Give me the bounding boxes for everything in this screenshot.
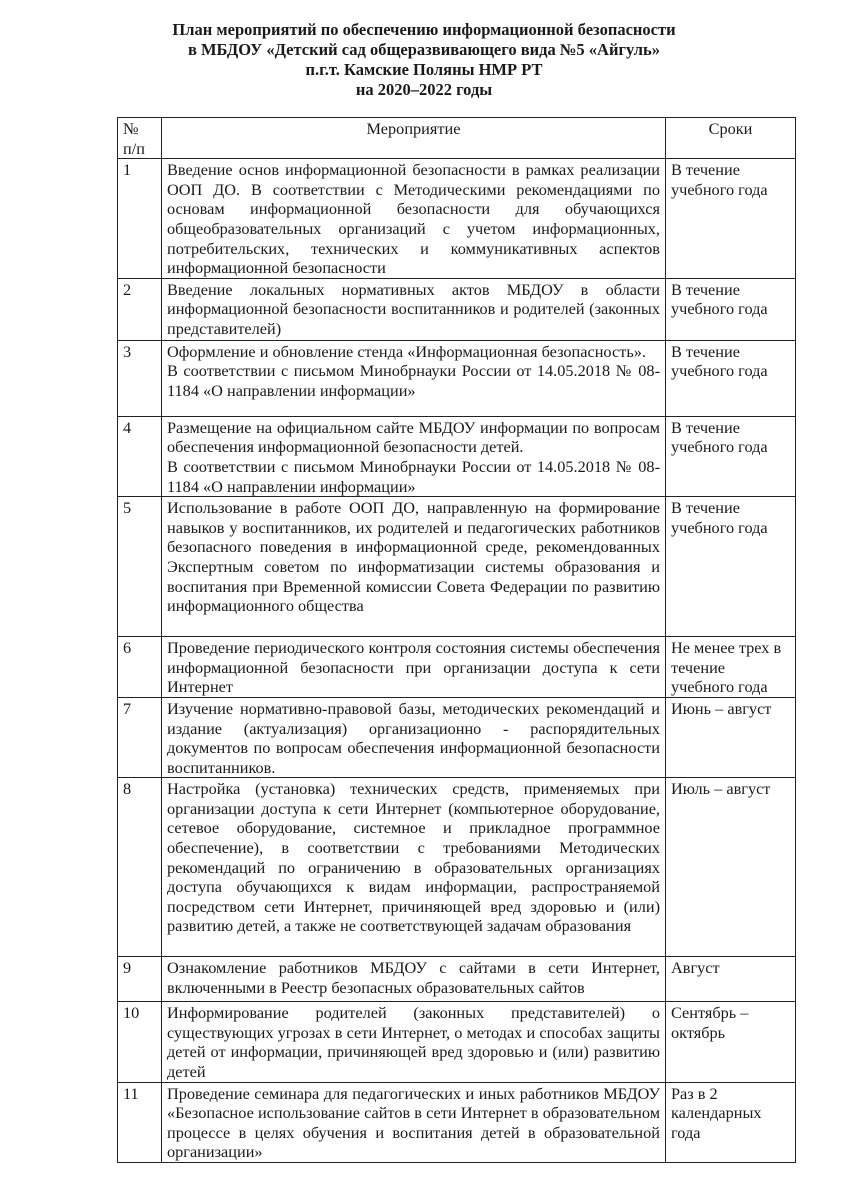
row-term: Не менее трех в течение учебного года: [666, 637, 796, 698]
row-number: 7: [118, 697, 162, 777]
row-event: [162, 1082, 666, 1162]
table-row: [118, 497, 796, 637]
table-row: [118, 778, 796, 957]
header-event: Мероприятие: [162, 118, 666, 159]
row-event: [162, 637, 666, 698]
row-number: 2: [118, 278, 162, 340]
row-number: 10: [118, 1002, 162, 1082]
row-event: [162, 159, 666, 279]
row-term: Сентябрь – октябрь: [666, 1002, 796, 1082]
title-line: План мероприятий по обеспечению информационной безопасности: [172, 20, 676, 39]
table-row: [118, 1002, 796, 1082]
row-event: [162, 1002, 666, 1082]
row-term: Август: [666, 957, 796, 1002]
row-term: В течение учебного года: [666, 416, 796, 496]
event-paragraph: В соответствии с письмом Минобрнауки России от 14.05.2018 № 08-1184 «О направлении информации»: [167, 456, 660, 496]
row-event: [162, 697, 666, 777]
table-row: [118, 416, 796, 496]
row-term: Июнь – август: [666, 697, 796, 777]
row-number: 3: [118, 340, 162, 416]
row-event: [162, 416, 666, 496]
row-term: В течение учебного года: [666, 497, 796, 637]
row-number: 5: [118, 497, 162, 637]
event-paragraph: Ознакомление работников МБДОУ с сайтами в сети Интернет, включенными в Реестр безопасных образовательных сайтов: [167, 958, 660, 997]
row-event: [162, 278, 666, 340]
table-row: [118, 159, 796, 279]
event-paragraph: Изучение нормативно-правовой базы, методических рекомендаций и издание (актуализация) организационно - распорядительных документов по вопросам обеспечения информационной безопасности воспитанников.: [167, 698, 660, 777]
document-title: [0, 20, 848, 100]
row-term: В течение учебного года: [666, 340, 796, 416]
header-number: № п/п: [118, 118, 162, 159]
row-term: В течение учебного года: [666, 278, 796, 340]
event-paragraph: Проведение периодического контроля состояния системы обеспечения информационной безопасности при организации доступа к сети Интернет: [167, 638, 660, 697]
row-number: 1: [118, 159, 162, 279]
event-paragraph: Введение основ информационной безопасности в рамках реализации ООП ДО. В соответствии с Методическими рекомендациями по основам информационной безопасности для обучающихся общеобразовательных организаций с учетом информационных, потребительских, технических и коммуникативных аспектов информационной безопасности: [167, 160, 660, 278]
row-event: [162, 957, 666, 1002]
row-event: [162, 778, 666, 957]
events-table: [117, 117, 796, 1163]
event-paragraph: Проведение семинара для педагогических и иных работников МБДОУ «Безопасное использование сайтов в сети Интернет в образовательном процессе в целях обучения и воспитания детей в образовательной организации»: [167, 1083, 660, 1162]
row-term: Июль – август: [666, 778, 796, 957]
table-header-row: [118, 118, 796, 159]
row-number: 4: [118, 416, 162, 496]
row-number: 8: [118, 778, 162, 957]
table-row: [118, 697, 796, 777]
row-event: [162, 340, 666, 416]
row-term: Раз в 2 календарных года: [666, 1082, 796, 1162]
row-number: 6: [118, 637, 162, 698]
event-paragraph: Информирование родителей (законных представителей) о существующих угрозах в сети Интернет, о методах и способах защиты детей от информации, причиняющей вред здоровью и (или) развитию детей: [167, 1003, 660, 1082]
row-number: 9: [118, 957, 162, 1002]
table-row: [118, 637, 796, 698]
header-term: Сроки: [666, 118, 796, 159]
title-line: в МБДОУ «Детский сад общеразвивающего вида №5 «Айгуль»: [187, 40, 661, 59]
table-row: [118, 278, 796, 340]
table-row: [118, 957, 796, 1002]
event-paragraph: Введение локальных нормативных актов МБДОУ в области информационной безопасности воспитанников и родителей (законных представителей): [167, 279, 660, 338]
row-term: В течение учебного года: [666, 159, 796, 279]
event-paragraph: Размещение на официальном сайте МБДОУ информации по вопросам обеспечения информационной безопасности детей.: [167, 417, 660, 457]
event-paragraph: Использование в работе ООП ДО, направленную на формирование навыков у воспитанников, их родителей и педагогических работников безопасного поведения в информационной среде, рекомендованных Экспертным советом по информатизации системы образования и воспитания при Временной комиссии Совета Федерации по развитию информационного общества: [167, 498, 660, 616]
table-row: [118, 1082, 796, 1162]
row-number: 11: [118, 1082, 162, 1162]
title-line: п.г.т. Камские Поляны НМР РТ: [305, 60, 543, 79]
row-event: [162, 497, 666, 637]
event-paragraph: Настройка (установка) технических средств, применяемых при организации доступа к сети Интернет (компьютерное оборудование, сетевое оборудование, системное и прикладное программное обеспечение), в соответствии с требованиями Методических рекомендаций по ограничению в образовательных организациях доступа обучающихся к видам информации, распространяемой посредством сети Интернет, причиняющей вред здоровью и (или) развитию детей, а также не соответствующей задачам образования: [167, 779, 660, 936]
title-line: на 2020–2022 годы: [355, 80, 493, 99]
event-paragraph: В соответствии с письмом Минобрнауки России от 14.05.2018 № 08-1184 «О направлении информации»: [167, 361, 660, 400]
event-paragraph: Оформление и обновление стенда «Информационная безопасность».: [167, 341, 646, 361]
table-row: [118, 340, 796, 416]
